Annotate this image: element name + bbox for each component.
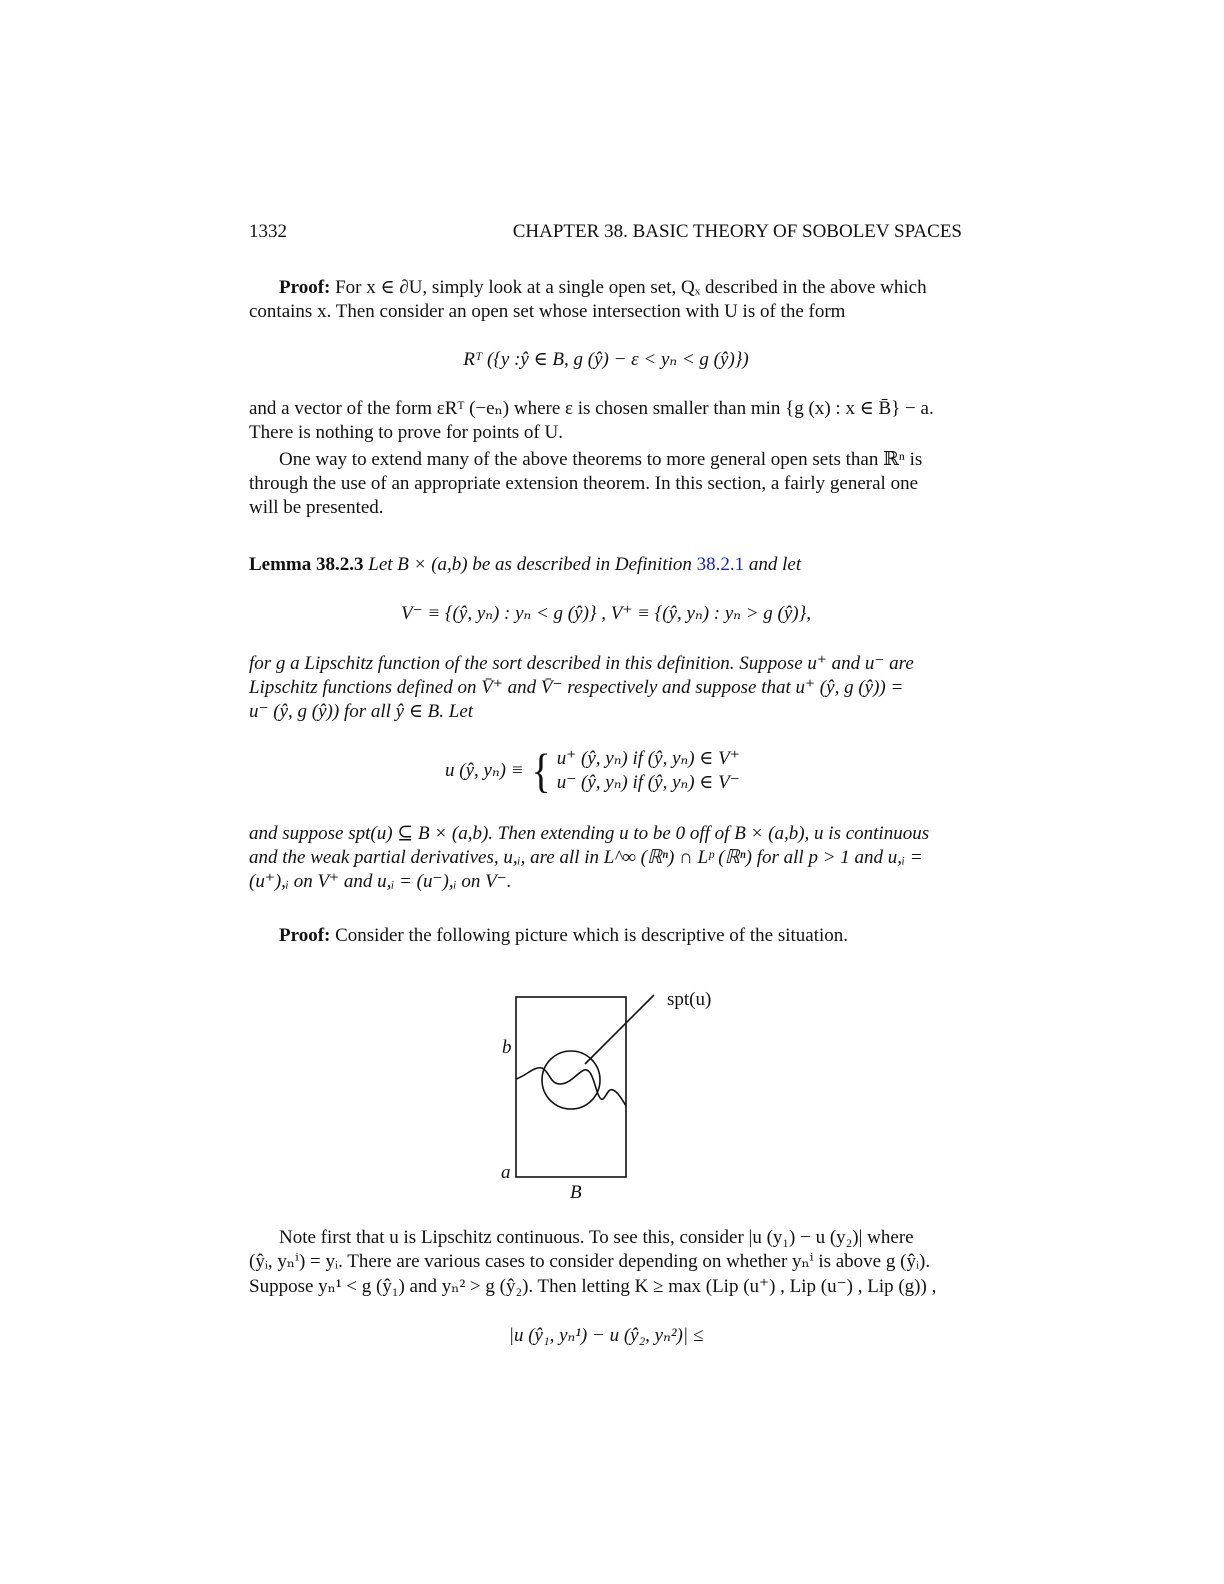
proof-text: Consider the following picture which is descriptive of the situation. [335,925,849,946]
proof-line: For x ∈ ∂U, simply look at a single open set, Qₓ described in the above which [335,277,927,298]
B-label: B [570,1182,582,1203]
domain-rectangle [516,997,626,1177]
case-plus: u⁺ (ŷ, yₙ) if (ŷ, yₙ) ∈ V⁺ [556,748,740,769]
equation-cases [557,747,740,795]
proof-line: contains x. Then consider an open set whose intersection with U is of the form [249,301,846,322]
proof-paragraph-2 [249,924,963,948]
paragraph-line: through the use of an appropriate extension theorem. In this section, a fairly general one [249,473,918,494]
lemma-intro: and let [748,554,802,575]
spt-pointer-line [585,995,654,1064]
lemma-heading [249,553,963,577]
equation-u-lhs: u (ŷ, yₙ) ≡ [445,760,524,781]
equation-lipschitz: |u (ŷ₁, yₙ¹) − u (ŷ₂, yₙ²)| ≤ [508,1325,704,1346]
paragraph-line: Suppose yₙ¹ < g (ŷ₁) and yₙ² > g (ŷ₂). Then letting K ≥ max (Lip (u⁺) , Lip (u⁻) , Lip (g)) , [249,1276,937,1297]
support-figure [490,980,730,1210]
paragraph-line: (ŷᵢ, yₙⁱ) = yᵢ. There are various cases to consider depending on whether yₙⁱ is above g (ŷᵢ). [249,1251,931,1272]
lemma-line: for g a Lipschitz function of the sort described in this definition. Suppose u⁺ and u⁻ are [249,653,914,674]
left-brace: { [531,743,551,798]
paragraph-line: One way to extend many of the above theorems to more general open sets than ℝⁿ is [279,449,923,470]
lemma-intro: Let B × (a,b) be as described in Definition [368,554,692,575]
lemma-line: (u⁺),ᵢ on V⁺ and u,ᵢ = (u⁻),ᵢ on V⁻. [249,871,512,892]
graph-of-g-curve [516,1068,626,1106]
a-label: a [501,1162,511,1183]
lemma-line: and the weak partial derivatives, u,ᵢ, are all in L^∞ (ℝⁿ) ∩ Lᵖ (ℝⁿ) for all p > 1 and u,ᵢ = [249,847,923,868]
paragraph-line: will be presented. [249,497,384,518]
page-number: 1332 [249,221,287,242]
paragraph-line: Note first that u is Lipschitz continuous. To see this, consider |u (y₁) − u (y₂)| where [279,1227,914,1248]
paragraph-line: There is nothing to prove for points of U. [249,422,563,443]
spt-label: spt(u) [667,989,712,1010]
definition-link[interactable]: 38.2.1 [696,554,745,575]
lemma-line: Lipschitz functions defined on V̄⁺ and V̄⁻ respectively and suppose that u⁺ (ŷ, g (ŷ)) = [249,677,904,698]
b-label: b [502,1037,512,1058]
case-minus: u⁻ (ŷ, yₙ) if (ŷ, yₙ) ∈ V⁻ [556,772,740,793]
lemma-line: and suppose spt(u) ⊆ B × (a,b). Then extending u to be 0 off of B × (a,b), u is continuous [249,823,930,844]
lemma-label: Lemma 38.2.3 [249,554,364,575]
lemma-line: u⁻ (ŷ, g (ŷ)) for all ŷ ∈ B. Let [249,701,474,722]
equation-v: V⁻ ≡ {(ŷ, yₙ) : yₙ < g (ŷ)} , V⁺ ≡ {(ŷ, yₙ) : yₙ > g (ŷ)}, [401,603,811,624]
running-header: CHAPTER 38. BASIC THEORY OF SOBOLEV SPACES [512,221,962,242]
proof-paragraph-1 [249,276,963,300]
equation-u [445,743,740,798]
proof-label: Proof: [279,925,331,946]
paragraph-line: and a vector of the form εRᵀ (−eₙ) where ε is chosen smaller than min {g (x) : x ∈ B̄} − a. [249,398,934,419]
equation-rt: Rᵀ ({y :ŷ ∈ B, g (ŷ) − ε < yₙ < g (ŷ)}) [463,349,749,370]
proof-label: Proof: [279,277,331,298]
